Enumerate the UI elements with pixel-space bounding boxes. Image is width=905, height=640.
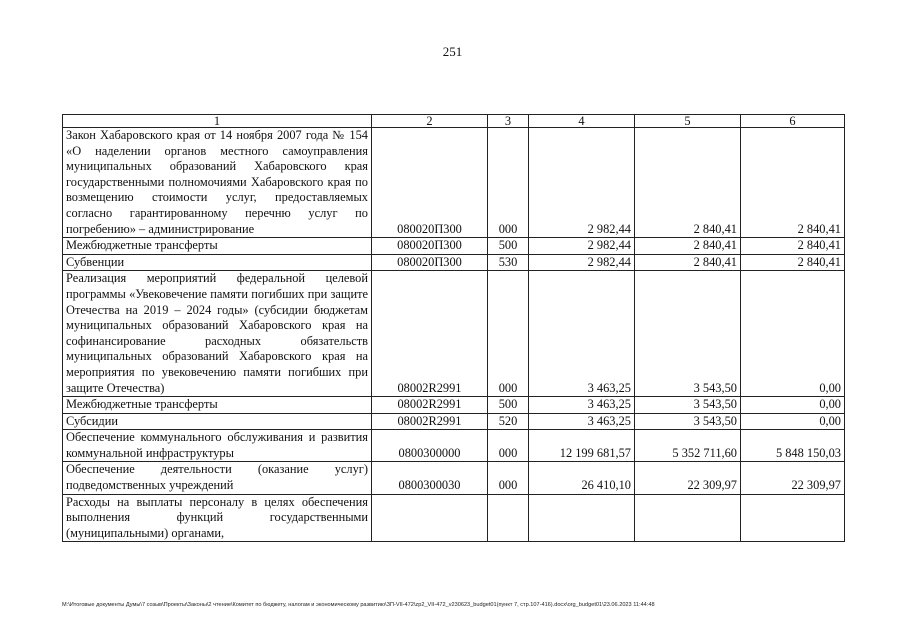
row-value-col4: [529, 494, 635, 542]
table-row: [63, 430, 845, 462]
row-value-col4: 12 199 681,57: [529, 430, 635, 462]
row-value-col4: 26 410,10: [529, 462, 635, 494]
row-value-col5: 2 840,41: [635, 238, 741, 255]
row-target-code: 0800300000: [372, 430, 488, 462]
row-value-col6: [741, 494, 845, 542]
row-description: Обеспечение коммунального обслуживания и развития коммунальной инфраструктуры: [63, 430, 372, 462]
column-header-6: 6: [741, 115, 845, 128]
document-path-footer: М:\Итоговые документы Думы\7 созыв\Проекты\Законы\2 чтение\Комитет по бюджету, налогам и экономическому развитию\ЗП-VII-472\zp2_VII-472_v230623_budget01(пункт 7, стр.107-416).docx\org_budget01\23.06.2023 11:44:48: [62, 602, 655, 608]
column-header-2: 2: [372, 115, 488, 128]
table-row: [63, 494, 845, 542]
row-target-code: 080020П300: [372, 238, 488, 255]
row-description: Расходы на выплаты персоналу в целях обеспечения выполнения функций государственными (муниципальными) органами,: [63, 494, 372, 542]
row-value-col4: 2 982,44: [529, 254, 635, 271]
row-expense-type: 000: [488, 271, 529, 397]
row-value-col4: 3 463,25: [529, 397, 635, 414]
row-value-col6: 0,00: [741, 271, 845, 397]
row-expense-type: 500: [488, 238, 529, 255]
row-value-col6: 2 840,41: [741, 128, 845, 238]
table-row: [63, 254, 845, 271]
row-target-code: [372, 494, 488, 542]
row-value-col6: 22 309,97: [741, 462, 845, 494]
row-description: Субвенции: [63, 254, 372, 271]
row-value-col5: 2 840,41: [635, 128, 741, 238]
table-header-row: [63, 115, 845, 128]
column-header-1: 1: [63, 115, 372, 128]
page-number: 251: [442, 44, 463, 59]
table-row: [63, 271, 845, 397]
row-target-code: 080020П300: [372, 128, 488, 238]
table-row: [63, 397, 845, 414]
row-value-col5: 3 543,50: [635, 397, 741, 414]
row-description: Межбюджетные трансферты: [63, 238, 372, 255]
row-expense-type: [488, 494, 529, 542]
row-description: Субсидии: [63, 413, 372, 430]
row-target-code: 0800300030: [372, 462, 488, 494]
row-description: Реализация мероприятий федеральной целевой программы «Увековечение памяти погибших при защите Отечества на 2019 – 2024 годы» (субсидии бюджетам муниципальных образований Хабаровского края на софинансирование расходных обязательств муниципальных образований Хабаровского края на мероприятия по увековечению памяти погибших при защите Отечества): [63, 271, 372, 397]
row-value-col4: 3 463,25: [529, 271, 635, 397]
row-value-col4: 2 982,44: [529, 238, 635, 255]
row-expense-type: 520: [488, 413, 529, 430]
budget-table: [62, 114, 845, 542]
column-header-3: 3: [488, 115, 529, 128]
row-expense-type: 000: [488, 430, 529, 462]
row-expense-type: 000: [488, 462, 529, 494]
row-target-code: 08002R2991: [372, 271, 488, 397]
row-value-col5: 2 840,41: [635, 254, 741, 271]
row-value-col4: 3 463,25: [529, 413, 635, 430]
row-expense-type: 500: [488, 397, 529, 414]
row-target-code: 08002R2991: [372, 397, 488, 414]
table-row: [63, 462, 845, 494]
row-description: Закон Хабаровского края от 14 ноября 2007 года № 154 «О наделении органов местного самоуправления муниципальных образований Хабаровского края государственными полномочиями Хабаровского края по возмещению стоимости услуг, предоставляемых согласно гарантированному перечню услуг по погребению» – администрирование: [63, 128, 372, 238]
row-value-col5: 5 352 711,60: [635, 430, 741, 462]
row-value-col5: 3 543,50: [635, 271, 741, 397]
row-value-col5: [635, 494, 741, 542]
row-value-col4: 2 982,44: [529, 128, 635, 238]
row-value-col5: 3 543,50: [635, 413, 741, 430]
row-expense-type: 000: [488, 128, 529, 238]
column-header-4: 4: [529, 115, 635, 128]
table-row: [63, 128, 845, 238]
row-value-col6: 0,00: [741, 397, 845, 414]
row-target-code: 080020П300: [372, 254, 488, 271]
table-row: [63, 413, 845, 430]
row-description: Обеспечение деятельности (оказание услуг) подведомственных учреждений: [63, 462, 372, 494]
row-value-col6: 2 840,41: [741, 238, 845, 255]
row-value-col5: 22 309,97: [635, 462, 741, 494]
row-value-col6: 5 848 150,03: [741, 430, 845, 462]
row-value-col6: 2 840,41: [741, 254, 845, 271]
table-row: [63, 238, 845, 255]
row-value-col6: 0,00: [741, 413, 845, 430]
row-target-code: 08002R2991: [372, 413, 488, 430]
row-expense-type: 530: [488, 254, 529, 271]
row-description: Межбюджетные трансферты: [63, 397, 372, 414]
column-header-5: 5: [635, 115, 741, 128]
